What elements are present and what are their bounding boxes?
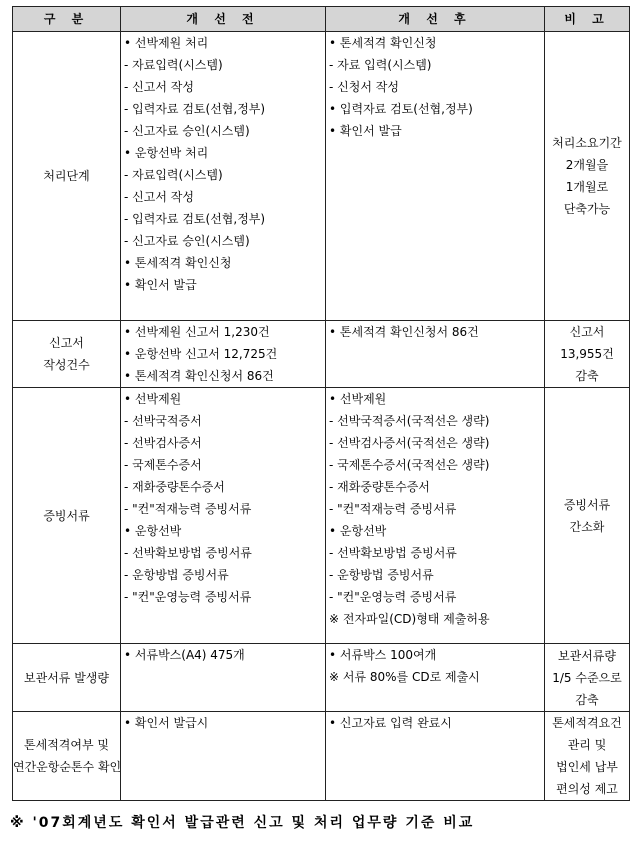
cell-line: - "컨"운영능력 증빙서류 [329, 590, 457, 604]
category-cell [13, 712, 121, 801]
cell-line: 보관서류량 [558, 648, 616, 663]
cell-line: 처리소요기간 [552, 136, 622, 150]
after-cell [326, 321, 545, 388]
cell-line: 편의성 제고 [556, 782, 618, 796]
after-cell [326, 388, 545, 644]
cell-line: • 선박제원 신고서 1,230건 [124, 325, 270, 339]
cell-line: • 서류박스 100여개 [329, 648, 437, 662]
cell-line: - 선박검사증서 [124, 436, 202, 450]
header-after: 개 선 후 [326, 7, 545, 32]
cell-line: - 선박검사증서(국적선은 생략) [329, 436, 490, 450]
cell-line: - 운항방법 증빙서류 [124, 568, 229, 582]
cell-line: - 신고자료 승인(시스템) [124, 234, 250, 248]
cell-line: • 확인서 발급 [329, 124, 402, 138]
cell-line: 톤세적격요건 [552, 716, 622, 730]
header-category: 구 분 [13, 7, 121, 32]
cell-line: - 재화중량톤수증서 [124, 480, 225, 494]
before-cell [121, 321, 326, 388]
cell-line: 톤세적격여부 및 [24, 738, 109, 752]
cell-line: • 선박제원 [124, 392, 182, 406]
cell-line: 1/5 수준으로 [552, 670, 622, 685]
cell-line: • 톤세적격 확인신청서 86건 [124, 369, 274, 383]
cell-line: 2개월을 [565, 158, 609, 172]
cell-line: 증빙서류 [43, 508, 90, 523]
table-row [13, 712, 630, 801]
cell-line: - 신고자료 승인(시스템) [124, 124, 250, 138]
cell-line: 관리 및 [567, 738, 607, 752]
cell-line: • 톤세적격 확인신청 [329, 36, 437, 50]
after-cell [326, 644, 545, 712]
cell-line: - 신고서 작성 [124, 80, 194, 94]
cell-line: • 서류박스(A4) 475개 [124, 648, 245, 662]
cell-line: - 선박확보방법 증빙서류 [329, 546, 457, 560]
category-cell [13, 321, 121, 388]
cell-line: • 입력자료 검토(선협,정부) [329, 102, 473, 116]
cell-line: 신고서 [49, 336, 84, 350]
cell-line: - 입력자료 검토(선협,정부) [124, 212, 266, 226]
cell-line: 간소화 [569, 519, 605, 534]
cell-line: 1개월로 [565, 180, 609, 194]
cell-line: 단축가능 [563, 202, 611, 216]
cell-line: 신고서 [569, 325, 605, 339]
before-cell [121, 32, 326, 321]
cell-line: 법인세 납부 [556, 760, 618, 774]
cell-line: • 운항선박 [329, 524, 387, 538]
cell-line: - 국제톤수증서 [124, 458, 202, 472]
table-row [13, 644, 630, 712]
cell-line: - "컨"적재능력 증빙서류 [124, 502, 252, 516]
cell-line: - 자료입력(시스템) [124, 168, 223, 182]
cell-line: - "컨"적재능력 증빙서류 [329, 502, 457, 516]
cell-line: - 국제톤수증서(국적선은 생략) [329, 458, 490, 472]
cell-line: 작성건수 [43, 358, 90, 372]
cell-line: - "컨"운영능력 증빙서류 [124, 590, 252, 604]
before-cell [121, 712, 326, 801]
cell-line: • 신고자료 입력 완료시 [329, 716, 452, 730]
cell-line: - 자료입력(시스템) [124, 58, 223, 72]
footer-note: ※ '07회계년도 확인서 발급관련 신고 및 처리 업무량 기준 비교 [10, 815, 475, 831]
note-cell [545, 644, 630, 712]
note-cell [545, 32, 630, 321]
cell-line: - 선박확보방법 증빙서류 [124, 546, 252, 560]
note-cell [545, 712, 630, 801]
category-cell [13, 644, 121, 712]
after-cell [326, 32, 545, 321]
cell-line: - 운항방법 증빙서류 [329, 568, 434, 582]
cell-line: - 선박국적증서(국적선은 생략) [329, 414, 490, 428]
before-cell [121, 644, 326, 712]
cell-line: 연간운항순톤수 확인 [13, 760, 122, 774]
cell-line: - 자료 입력(시스템) [329, 58, 432, 72]
cell-line: 13,955건 [560, 347, 614, 361]
note-cell [545, 388, 630, 644]
cell-line: ※ 서류 80%를 CD로 제출시 [329, 670, 480, 684]
comparison-table [12, 6, 630, 801]
cell-line: 감축 [575, 369, 599, 383]
cell-line: - 신고서 작성 [124, 190, 194, 204]
header-row [13, 7, 630, 32]
category-cell [13, 388, 121, 644]
table-row [13, 388, 630, 644]
cell-line: • 운항선박 신고서 12,725건 [124, 347, 278, 361]
cell-line: - 선박국적증서 [124, 414, 202, 428]
table-row [13, 32, 630, 321]
before-cell [121, 388, 326, 644]
cell-line: 증빙서류 [563, 497, 611, 512]
cell-line: - 신청서 작성 [329, 80, 399, 94]
table-row [13, 321, 630, 388]
cell-line: • 확인서 발급시 [124, 716, 209, 730]
cell-line: • 선박제원 처리 [124, 36, 209, 50]
cell-line: 보관서류 발생량 [24, 670, 109, 685]
cell-line: - 입력자료 검토(선협,정부) [124, 102, 266, 116]
cell-line: 처리단계 [43, 169, 90, 183]
header-note: 비 고 [545, 7, 630, 32]
note-cell [545, 321, 630, 388]
cell-line: • 톤세적격 확인신청서 86건 [329, 325, 479, 339]
cell-line: • 톤세적격 확인신청 [124, 256, 232, 270]
cell-line: 감축 [575, 692, 599, 707]
cell-line: • 선박제원 [329, 392, 387, 406]
category-cell [13, 32, 121, 321]
cell-line: • 확인서 발급 [124, 278, 197, 292]
cell-line: • 운항선박 처리 [124, 146, 209, 160]
after-cell [326, 712, 545, 801]
header-before: 개 선 전 [121, 7, 326, 32]
cell-line: ※ 전자파일(CD)형태 제출허용 [329, 612, 490, 626]
cell-line: - 재화중량톤수증서 [329, 480, 430, 494]
cell-line: • 운항선박 [124, 524, 182, 538]
